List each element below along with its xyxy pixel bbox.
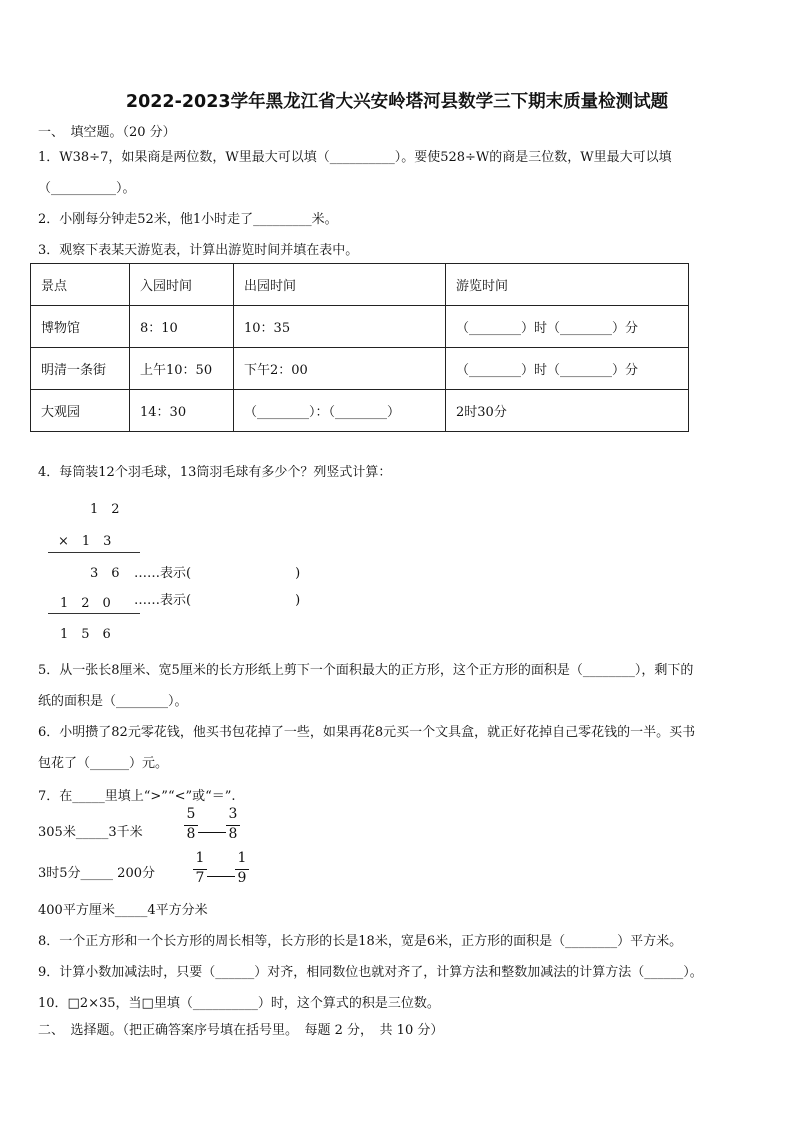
fraction-denominator: 7 — [195, 870, 205, 886]
mult-row-4: 1 2 0 — [60, 596, 111, 611]
fraction-numerator: 5 — [186, 806, 196, 822]
question-6-line-1: 6．小明攒了82元零花钱，他买书包花掉了一些，如果再花8元买一个文具盒，就正好花掉自己零花钱的一半。买书 — [38, 725, 696, 740]
mult-divider-1 — [48, 552, 140, 553]
question-7a: 305米_____3千米 — [38, 825, 143, 840]
question-7c: 400平方厘米_____4平方分米 — [38, 903, 208, 918]
question-9: 9．计算小数加减法时，只要（______）对齐，相同数位也就对齐了，计算方法和整数加减法的计算方法（______）。 — [38, 965, 703, 980]
table-cell: 博物馆 — [31, 306, 130, 348]
mult-row-3: 3 6 — [90, 566, 120, 581]
table-row — [31, 306, 689, 348]
question-5-line-1: 5．从一张长8厘米、宽5厘米的长方形纸上剪下一个面积最大的正方形，这个正方形的面积是（________），剩下的 — [38, 663, 694, 678]
fraction-denominator: 9 — [237, 870, 247, 886]
table-cell: 上午10：50 — [130, 348, 234, 390]
question-7b: 3时5分_____ 200分 — [38, 866, 155, 881]
table-cell: 14：30 — [130, 390, 234, 432]
mult-divider-2 — [48, 613, 140, 614]
fraction-numerator: 1 — [195, 850, 205, 866]
table-header-row — [31, 264, 689, 306]
question-8: 8．一个正方形和一个长方形的周长相等，长方形的长是18米，宽是6米，正方形的面积是（________）平方米。 — [38, 934, 683, 949]
question-2: 2．小刚每分钟走52米，他1小时走了_________米。 — [38, 212, 338, 227]
table-header-cell: 景点 — [31, 264, 130, 306]
mult-row-5: 1 5 6 — [60, 627, 111, 642]
table-cell: 大观园 — [31, 390, 130, 432]
question-4: 4．每筒装12个羽毛球，13筒羽毛球有多少个？列竖式计算： — [38, 465, 392, 480]
tour-table — [30, 263, 689, 432]
mult-row-4-note: ……表示( ) — [134, 593, 301, 608]
question-7: 7．在_____里填上“>”“<”或“＝”. — [38, 789, 236, 804]
table-cell: （________）：（________） — [234, 390, 446, 432]
question-1-line-1: 1．W38÷7，如果商是两位数，W里最大可以填（__________）。要使528÷W的商是三位数，W里最大可以填 — [38, 150, 672, 165]
mult-row-2: × 1 3 — [58, 534, 112, 549]
question-10: 10．□2×35，当□里填（__________）时，这个算式的积是三位数。 — [38, 996, 440, 1011]
table-header-cell: 游览时间 — [446, 264, 689, 306]
page-title: 2022-2023学年黑龙江省大兴安岭塔河县数学三下期末质量检测试题 — [125, 92, 669, 112]
mult-row-1: 1 2 — [90, 502, 120, 517]
table-cell: 8：10 — [130, 306, 234, 348]
fraction-denominator: 8 — [228, 826, 238, 842]
question-6-line-2: 包花了（______）元。 — [38, 756, 169, 771]
table-cell: 明清一条街 — [31, 348, 130, 390]
section-2-heading: 二、 选择题。（把正确答案序号填在括号里。 每题 2 分， 共 10 分） — [38, 1023, 444, 1038]
section-1-heading: 一、 填空题。（20 分） — [38, 125, 176, 140]
fraction-numerator: 1 — [237, 850, 247, 866]
table-header-cell: 入园时间 — [130, 264, 234, 306]
table-header-cell: 出园时间 — [234, 264, 446, 306]
question-1-line-2: （__________）。 — [38, 181, 136, 196]
fraction-denominator: 8 — [186, 826, 196, 842]
comparison-blank — [198, 832, 226, 833]
fraction-numerator: 3 — [228, 806, 238, 822]
table-row — [31, 348, 689, 390]
table-cell: 10：35 — [234, 306, 446, 348]
table-cell: 下午2：00 — [234, 348, 446, 390]
question-3: 3．观察下表某天游览表，计算出游览时间并填在表中。 — [38, 243, 359, 258]
table-row — [31, 390, 689, 432]
question-5-line-2: 纸的面积是（________）。 — [38, 694, 188, 709]
table-cell: （________）时（________）分 — [446, 348, 689, 390]
table-cell: 2时30分 — [446, 390, 689, 432]
comparison-blank — [207, 876, 235, 877]
mult-row-3-note: ……表示( ) — [134, 566, 301, 581]
table-cell: （________）时（________）分 — [446, 306, 689, 348]
